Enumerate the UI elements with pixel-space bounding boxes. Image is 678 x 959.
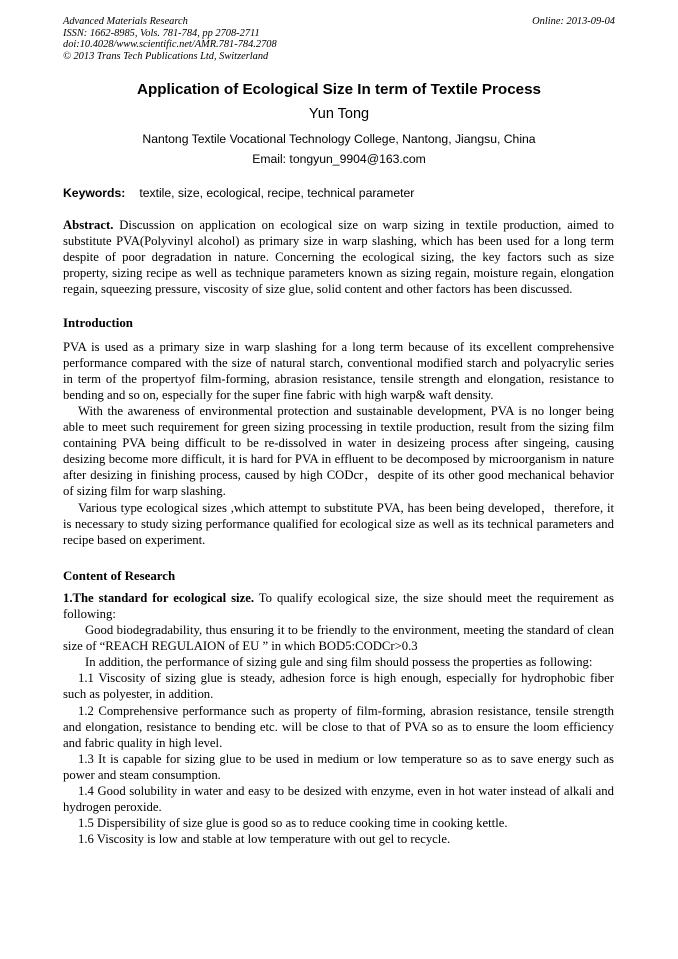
standard-lead: 1.The standard for ecological size. bbox=[63, 590, 255, 605]
author-email: Email: tongyun_9904@163.com bbox=[252, 152, 426, 166]
journal-name: Advanced Materials Research bbox=[63, 16, 188, 27]
abstract bbox=[63, 217, 614, 297]
content-heading: Content of Research bbox=[63, 568, 176, 583]
standard-text: To qualify ecological size, the size should meet the requirement as following: bbox=[63, 590, 614, 621]
issn-line: ISSN: 1662-8985, Vols. 781-784, pp 2708-2711 bbox=[63, 27, 260, 39]
introduction-heading: Introduction bbox=[63, 316, 133, 331]
doi-line: doi:10.4028/www.scientific.net/AMR.781-784.2708 bbox=[63, 39, 277, 51]
biodegradability-paragraph: Good biodegradability, thus ensuring it to be friendly to the environment, meeting the standard of clean size of “REACH REGULAION of EU ” in which BOD5:CODCr>0.3 bbox=[63, 623, 614, 654]
requirement-item: 1.2 Comprehensive performance such as property of film-forming, abrasion resistance, tensile strength and elongation, resistance to bending etc. will be close to that of PVA so as to ensure the loom efficiency and fabric quality in high level. bbox=[63, 703, 614, 750]
intro-paragraph: Various type ecological sizes ,which attempt to substitute PVA, has been being developed，therefore, it is necessary to study sizing performance qualified for ecological size as well as its technical parameters and recipe based on experiment. bbox=[63, 500, 614, 547]
requirement-item: 1.1 Viscosity of sizing glue is steady, adhesion force is high enough, especially for hydrophobic fiber such as polyester, in addition. bbox=[63, 671, 614, 702]
keywords-line bbox=[63, 186, 414, 200]
requirement-item: 1.6 Viscosity is low and stable at low temperature with out gel to recycle. bbox=[78, 832, 451, 847]
author-name: Yun Tong bbox=[308, 106, 370, 122]
standard-paragraph bbox=[63, 590, 614, 622]
abstract-text: Discussion on application on ecological size on warp sizing in textile production, aimed to substitute PVA(Polyvinyl alcohol) as primary size in warp slashing, which has been used for a long term despite of poor degradation in nature. Concerning the ecological sizing, the key factors such as size property, sizing recipe as well as technique parameters known as sizing regain, moisture regain, elongation regain, squeezing pressure, viscosity of size glue, solid content and other factors has been discussed. bbox=[63, 218, 614, 297]
requirement-item: 1.4 Good solubility in water and easy to be desized with enzyme, even in hot water instead of alkali and hydrogen peroxide. bbox=[63, 784, 614, 815]
intro-paragraph: PVA is used as a primary size in warp slashing for a long term because of its excellent comprehensive performance compared with the size of natural starch, conventional modified starch and polyacrylic series in term of the propertyof film-forming, abrasion resistance, tensile strength and elongation, resistance to bending and so on, especially for the super fine fabric with high warp& waft density. bbox=[63, 339, 614, 402]
journal-header bbox=[63, 16, 277, 62]
affiliation: Nantong Textile Vocational Technology College, Nantong, Jiangsu, China bbox=[142, 132, 536, 146]
abstract-label: Abstract. bbox=[63, 218, 114, 232]
requirement-item: 1.5 Dispersibility of size glue is good so as to reduce cooking time in cooking kettle. bbox=[78, 816, 508, 831]
paper-title: Application of Ecological Size In term of Textile Process bbox=[137, 81, 541, 98]
requirement-item: 1.3 It is capable for sizing glue to be used in medium or low temperature so as to save energy such as power and steam consumption. bbox=[63, 751, 614, 782]
intro-paragraph: With the awareness of environmental protection and sustainable development, PVA is no longer being able to meet such requirement for green sizing processing in textile production, result from the sizing film containing PVA being difficult to be re-dissolved in water in desizeing process after singeing, causing desizing become more difficult, it is hard for PVA in effluent to be decomposed by microorganism in nature after desizing in finishing process, caused by high CODcr，despite of its other good mechanical behavior of sizing film for warp slashing. bbox=[63, 403, 614, 499]
copyright-line: © 2013 Trans Tech Publications Ltd, Switzerland bbox=[63, 50, 269, 62]
paper-body bbox=[63, 217, 614, 847]
addition-paragraph: In addition, the performance of sizing gule and sing film should possess the properties as following: bbox=[85, 655, 593, 670]
keywords-label: Keywords: bbox=[63, 186, 126, 200]
keywords-text: textile, size, ecological, recipe, technical parameter bbox=[139, 186, 415, 200]
online-date: Online: 2013-09-04 bbox=[532, 16, 615, 27]
